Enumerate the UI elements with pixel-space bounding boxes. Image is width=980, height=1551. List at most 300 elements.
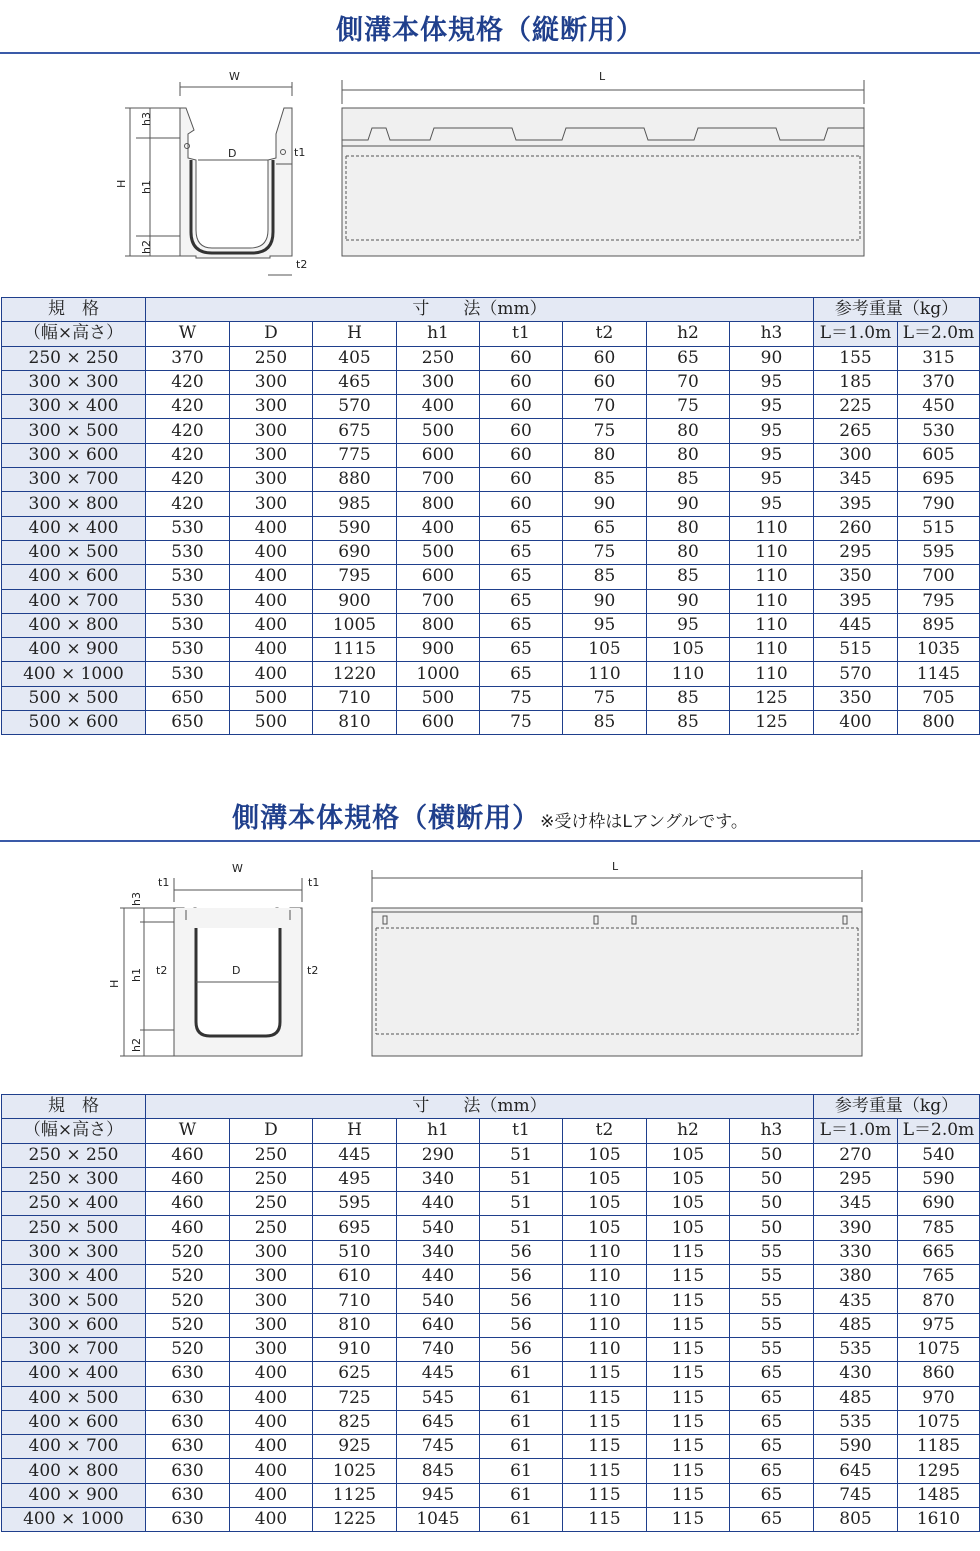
spec-cell: 400 × 700 <box>2 1435 146 1459</box>
table-row <box>2 613 980 637</box>
table-row <box>2 1192 980 1216</box>
table-row <box>2 1216 980 1240</box>
table-cell: 50 <box>730 1167 814 1191</box>
table-cell: 105 <box>647 1167 730 1191</box>
table-cell: 110 <box>563 1313 647 1337</box>
table-cell: 95 <box>730 395 814 419</box>
table-cell: 110 <box>563 1240 647 1264</box>
table-cell: 65 <box>730 1483 814 1507</box>
table-row <box>2 346 980 370</box>
table2-weight-header: 参考重量（kg） <box>814 1095 980 1119</box>
spec-cell: 250 × 250 <box>2 1143 146 1167</box>
section2-title-text: 側溝本体規格（横断用） <box>232 803 541 834</box>
table-cell: 110 <box>563 1289 647 1313</box>
table-cell: 61 <box>480 1410 563 1434</box>
table-cell: 450 <box>898 395 980 419</box>
table-cell: 65 <box>480 565 563 589</box>
diagram2-label-d: D <box>232 964 241 977</box>
diagram2-label-h3: h3 <box>130 892 143 906</box>
diagram1-label-h3: h3 <box>140 112 153 126</box>
table-cell: 300 <box>230 1289 313 1313</box>
table-cell: 1145 <box>898 662 980 686</box>
table-cell: 56 <box>480 1240 563 1264</box>
side-view-drawing-2 <box>372 870 862 1056</box>
table-cell: 300 <box>230 419 313 443</box>
table-cell: 520 <box>146 1265 230 1289</box>
spec-cell: 400 × 400 <box>2 516 146 540</box>
table-cell: 400 <box>230 1410 313 1434</box>
table-cell: 570 <box>814 662 898 686</box>
table-cell: 70 <box>563 395 647 419</box>
table-cell: 590 <box>814 1435 898 1459</box>
table-cell: 340 <box>397 1240 480 1264</box>
table-cell: 400 <box>397 516 480 540</box>
table-cell: 85 <box>647 565 730 589</box>
table-cell: 110 <box>730 638 814 662</box>
table-cell: 610 <box>313 1265 397 1289</box>
table-row <box>2 1410 980 1434</box>
table-cell: 95 <box>730 419 814 443</box>
table-cell: 51 <box>480 1143 563 1167</box>
table-cell: 105 <box>563 1143 647 1167</box>
table-cell: 400 <box>397 395 480 419</box>
table-cell: 61 <box>480 1386 563 1410</box>
table-row <box>2 540 980 564</box>
table-cell: 520 <box>146 1289 230 1313</box>
table-cell: 95 <box>730 370 814 394</box>
section1-diagram <box>0 60 980 290</box>
table2-spec-header: 規 格 <box>2 1095 146 1119</box>
table-cell: 845 <box>397 1459 480 1483</box>
table-cell: 85 <box>563 711 647 735</box>
table-cell: 460 <box>146 1143 230 1167</box>
table-cell: 535 <box>814 1337 898 1361</box>
table-cell: 80 <box>647 540 730 564</box>
table1-col-weight-2m: L＝2.0m <box>898 322 980 346</box>
table-cell: 115 <box>563 1386 647 1410</box>
table-cell: 110 <box>563 1337 647 1361</box>
table-cell: 810 <box>313 711 397 735</box>
table2-header-row-2 <box>2 1119 980 1143</box>
table-cell: 625 <box>313 1362 397 1386</box>
table-row <box>2 1483 980 1507</box>
table-cell: 400 <box>230 1435 313 1459</box>
table1-col-h3: h3 <box>730 322 814 346</box>
table-cell: 805 <box>814 1508 898 1532</box>
table-cell: 440 <box>397 1192 480 1216</box>
table-cell: 60 <box>480 419 563 443</box>
table-cell: 650 <box>146 686 230 710</box>
table-cell: 56 <box>480 1313 563 1337</box>
table-cell: 645 <box>397 1410 480 1434</box>
table-cell: 605 <box>898 443 980 467</box>
table-cell: 515 <box>898 516 980 540</box>
table-cell: 75 <box>480 711 563 735</box>
table-cell: 330 <box>814 1240 898 1264</box>
table-cell: 155 <box>814 346 898 370</box>
table-row <box>2 468 980 492</box>
spec-cell: 500 × 500 <box>2 686 146 710</box>
table-cell: 440 <box>397 1265 480 1289</box>
table-cell: 85 <box>563 565 647 589</box>
table-cell: 60 <box>480 468 563 492</box>
spec-cell: 400 × 800 <box>2 613 146 637</box>
table-row <box>2 1459 980 1483</box>
table-cell: 380 <box>814 1265 898 1289</box>
table-cell: 55 <box>730 1265 814 1289</box>
table2-body <box>2 1143 980 1532</box>
table2-col-h2: h2 <box>647 1119 730 1143</box>
table1-spec-header: 規 格 <box>2 298 146 322</box>
table-cell: 1075 <box>898 1410 980 1434</box>
diagram1-label-h1: h1 <box>140 180 153 194</box>
table-cell: 1610 <box>898 1508 980 1532</box>
table-cell: 460 <box>146 1192 230 1216</box>
table-cell: 70 <box>647 370 730 394</box>
table-cell: 530 <box>146 638 230 662</box>
table-row <box>2 1265 980 1289</box>
table-cell: 1225 <box>313 1508 397 1532</box>
table-cell: 65 <box>480 516 563 540</box>
table-cell: 530 <box>146 589 230 613</box>
table-cell: 400 <box>230 589 313 613</box>
table-row <box>2 711 980 735</box>
table2-spec-sub-header: （幅×高さ） <box>2 1119 146 1143</box>
table-cell: 695 <box>898 468 980 492</box>
table-cell: 485 <box>814 1386 898 1410</box>
table-cell: 350 <box>814 686 898 710</box>
table-cell: 300 <box>230 1240 313 1264</box>
spec-cell: 300 × 700 <box>2 468 146 492</box>
table-cell: 115 <box>647 1410 730 1434</box>
table-cell: 595 <box>313 1192 397 1216</box>
table1-body <box>2 346 980 735</box>
table-cell: 110 <box>730 662 814 686</box>
table-cell: 1115 <box>313 638 397 662</box>
table-cell: 420 <box>146 419 230 443</box>
table-cell: 300 <box>230 1313 313 1337</box>
table-cell: 115 <box>647 1459 730 1483</box>
table1-col-weight-1m: L＝1.0m <box>814 322 898 346</box>
table-cell: 90 <box>730 346 814 370</box>
spec-cell: 250 × 250 <box>2 346 146 370</box>
table-row <box>2 419 980 443</box>
table-row <box>2 1337 980 1361</box>
section1-title-text: 側溝本体規格（縦断用） <box>336 15 644 46</box>
table-cell: 75 <box>563 419 647 443</box>
table-cell: 185 <box>814 370 898 394</box>
section2-rule <box>0 840 980 842</box>
table-cell: 500 <box>230 686 313 710</box>
spec-cell: 400 × 400 <box>2 1362 146 1386</box>
spec-cell: 500 × 600 <box>2 711 146 735</box>
table-cell: 225 <box>814 395 898 419</box>
spec-cell: 400 × 900 <box>2 638 146 662</box>
table-cell: 270 <box>814 1143 898 1167</box>
table-cell: 105 <box>647 638 730 662</box>
table1-header-row-2 <box>2 322 980 346</box>
table-cell: 250 <box>230 346 313 370</box>
table-cell: 1185 <box>898 1435 980 1459</box>
table-cell: 50 <box>730 1216 814 1240</box>
table-cell: 520 <box>146 1313 230 1337</box>
table1-col-t2: t2 <box>563 322 647 346</box>
table-cell: 630 <box>146 1508 230 1532</box>
table-cell: 810 <box>313 1313 397 1337</box>
section1-title <box>0 8 980 47</box>
table-cell: 420 <box>146 395 230 419</box>
table-cell: 85 <box>647 686 730 710</box>
diagram2-label-h1: h1 <box>130 968 143 982</box>
table-cell: 55 <box>730 1289 814 1313</box>
table-cell: 630 <box>146 1362 230 1386</box>
table-cell: 65 <box>730 1362 814 1386</box>
table-cell: 110 <box>730 589 814 613</box>
side-view-drawing-1 <box>342 80 864 256</box>
table-cell: 785 <box>898 1216 980 1240</box>
table-cell: 400 <box>230 638 313 662</box>
table-cell: 795 <box>898 589 980 613</box>
table-cell: 530 <box>898 419 980 443</box>
diagram2-label-t2-left: t2 <box>156 964 168 977</box>
table-cell: 250 <box>230 1167 313 1191</box>
table-cell: 80 <box>647 443 730 467</box>
table-cell: 870 <box>898 1289 980 1313</box>
table-cell: 530 <box>146 540 230 564</box>
table-cell: 400 <box>230 1483 313 1507</box>
table-cell: 510 <box>313 1240 397 1264</box>
table-cell: 420 <box>146 492 230 516</box>
table-cell: 250 <box>230 1192 313 1216</box>
table-cell: 300 <box>230 468 313 492</box>
table2-col-t1: t1 <box>480 1119 563 1143</box>
table-cell: 55 <box>730 1337 814 1361</box>
spec-cell: 400 × 900 <box>2 1483 146 1507</box>
table-cell: 630 <box>146 1386 230 1410</box>
table1-weight-header: 参考重量（kg） <box>814 298 980 322</box>
table-cell: 700 <box>397 589 480 613</box>
table-row <box>2 1435 980 1459</box>
table-cell: 485 <box>814 1313 898 1337</box>
table2-col-h1: h1 <box>397 1119 480 1143</box>
table-cell: 51 <box>480 1167 563 1191</box>
table-row <box>2 516 980 540</box>
diagram2-label-t1-left: t1 <box>158 876 170 889</box>
table1-col-d: D <box>230 322 313 346</box>
table-row <box>2 565 980 589</box>
table-cell: 500 <box>230 711 313 735</box>
table-row <box>2 1362 980 1386</box>
table-cell: 570 <box>313 395 397 419</box>
table-cell: 51 <box>480 1216 563 1240</box>
table-cell: 115 <box>647 1337 730 1361</box>
table-cell: 395 <box>814 589 898 613</box>
table-row <box>2 1289 980 1313</box>
section2-note: ※受け枠はLアングルです。 <box>540 812 748 832</box>
table1-header-row-1 <box>2 298 980 322</box>
section2-title <box>0 796 980 835</box>
table-cell: 295 <box>814 540 898 564</box>
table-cell: 290 <box>397 1143 480 1167</box>
table-cell: 600 <box>397 565 480 589</box>
table-cell: 400 <box>814 711 898 735</box>
table-cell: 540 <box>898 1143 980 1167</box>
table-cell: 125 <box>730 711 814 735</box>
table-cell: 265 <box>814 419 898 443</box>
table-cell: 65 <box>480 662 563 686</box>
table-cell: 80 <box>563 443 647 467</box>
table-cell: 60 <box>480 395 563 419</box>
table-cell: 695 <box>313 1216 397 1240</box>
table-cell: 60 <box>480 370 563 394</box>
table-cell: 465 <box>313 370 397 394</box>
table-cell: 300 <box>230 443 313 467</box>
table-cell: 860 <box>898 1362 980 1386</box>
table-cell: 630 <box>146 1483 230 1507</box>
table-cell: 115 <box>647 1435 730 1459</box>
spec-cell: 250 × 500 <box>2 1216 146 1240</box>
spec-cell: 400 × 600 <box>2 1410 146 1434</box>
table-cell: 115 <box>647 1483 730 1507</box>
table-cell: 300 <box>230 492 313 516</box>
table1-col-w: W <box>146 322 230 346</box>
table-cell: 420 <box>146 443 230 467</box>
table-cell: 51 <box>480 1192 563 1216</box>
table2-col-weight-1m: L＝1.0m <box>814 1119 898 1143</box>
table-cell: 300 <box>814 443 898 467</box>
table-cell: 105 <box>647 1216 730 1240</box>
table-cell: 65 <box>730 1459 814 1483</box>
table-cell: 56 <box>480 1289 563 1313</box>
table-row <box>2 1313 980 1337</box>
table-cell: 65 <box>647 346 730 370</box>
table-cell: 710 <box>313 686 397 710</box>
table-cell: 650 <box>146 711 230 735</box>
table-row <box>2 686 980 710</box>
table2-col-weight-2m: L＝2.0m <box>898 1119 980 1143</box>
table-cell: 405 <box>313 346 397 370</box>
table-cell: 535 <box>814 1410 898 1434</box>
table-cell: 65 <box>730 1508 814 1532</box>
table-cell: 700 <box>898 565 980 589</box>
table-cell: 445 <box>814 613 898 637</box>
diagram1-label-h: H <box>115 179 128 188</box>
table-cell: 105 <box>563 638 647 662</box>
table-cell: 775 <box>313 443 397 467</box>
table-cell: 705 <box>898 686 980 710</box>
table-cell: 725 <box>313 1386 397 1410</box>
table-cell: 345 <box>814 1192 898 1216</box>
spec-cell: 300 × 500 <box>2 1289 146 1313</box>
table-cell: 75 <box>647 395 730 419</box>
table-cell: 790 <box>898 492 980 516</box>
table-cell: 630 <box>146 1410 230 1434</box>
table-cell: 975 <box>898 1313 980 1337</box>
table-cell: 1220 <box>313 662 397 686</box>
table-cell: 56 <box>480 1337 563 1361</box>
table-cell: 1045 <box>397 1508 480 1532</box>
table-cell: 61 <box>480 1508 563 1532</box>
table-cell: 800 <box>397 613 480 637</box>
table-cell: 50 <box>730 1143 814 1167</box>
table-cell: 910 <box>313 1337 397 1361</box>
table-cell: 545 <box>397 1386 480 1410</box>
table-cell: 645 <box>814 1459 898 1483</box>
table-cell: 110 <box>730 540 814 564</box>
table-cell: 925 <box>313 1435 397 1459</box>
table-cell: 895 <box>898 613 980 637</box>
table1-dim-header: 寸 法（mm） <box>146 298 814 322</box>
diagram1-label-t1: t1 <box>294 146 306 159</box>
table-cell: 85 <box>647 711 730 735</box>
table2-col-w: W <box>146 1119 230 1143</box>
section2-diagram <box>0 850 980 1085</box>
diagram1-label-d: D <box>228 147 237 160</box>
table-cell: 95 <box>730 492 814 516</box>
table-cell: 115 <box>647 1386 730 1410</box>
table-cell: 250 <box>230 1143 313 1167</box>
table-cell: 300 <box>397 370 480 394</box>
table-cell: 400 <box>230 540 313 564</box>
table-cell: 370 <box>146 346 230 370</box>
table-cell: 61 <box>480 1362 563 1386</box>
table-cell: 880 <box>313 468 397 492</box>
table-cell: 110 <box>730 613 814 637</box>
spec-cell: 250 × 300 <box>2 1167 146 1191</box>
table-cell: 61 <box>480 1435 563 1459</box>
table-cell: 90 <box>563 492 647 516</box>
table-cell: 110 <box>730 516 814 540</box>
table-cell: 590 <box>898 1167 980 1191</box>
diagram2-label-l: L <box>612 860 619 873</box>
spec-cell: 400 × 1000 <box>2 662 146 686</box>
section1-rule <box>0 52 980 54</box>
table-cell: 75 <box>563 686 647 710</box>
table-cell: 1005 <box>313 613 397 637</box>
table-cell: 800 <box>397 492 480 516</box>
table-cell: 315 <box>898 346 980 370</box>
table-cell: 110 <box>730 565 814 589</box>
table-row <box>2 589 980 613</box>
table-cell: 115 <box>563 1435 647 1459</box>
table-cell: 115 <box>563 1459 647 1483</box>
table-cell: 65 <box>480 638 563 662</box>
spec-cell: 400 × 500 <box>2 1386 146 1410</box>
table-cell: 125 <box>730 686 814 710</box>
table-cell: 115 <box>647 1240 730 1264</box>
table-cell: 340 <box>397 1167 480 1191</box>
table-cell: 115 <box>563 1362 647 1386</box>
table-cell: 710 <box>313 1289 397 1313</box>
spec-cell: 300 × 700 <box>2 1337 146 1361</box>
table-cell: 400 <box>230 1362 313 1386</box>
table-cell: 400 <box>230 565 313 589</box>
spec-cell: 400 × 700 <box>2 589 146 613</box>
table-cell: 500 <box>397 686 480 710</box>
table-cell: 300 <box>230 1265 313 1289</box>
spec-cell: 400 × 500 <box>2 540 146 564</box>
spec-cell: 400 × 800 <box>2 1459 146 1483</box>
table-cell: 105 <box>647 1192 730 1216</box>
table-row <box>2 492 980 516</box>
table-row <box>2 370 980 394</box>
table-cell: 795 <box>313 565 397 589</box>
diagram2-label-h2: h2 <box>130 1038 143 1052</box>
table2-col-h3: h3 <box>730 1119 814 1143</box>
table-cell: 630 <box>146 1435 230 1459</box>
table-cell: 80 <box>647 516 730 540</box>
table-cell: 400 <box>230 516 313 540</box>
